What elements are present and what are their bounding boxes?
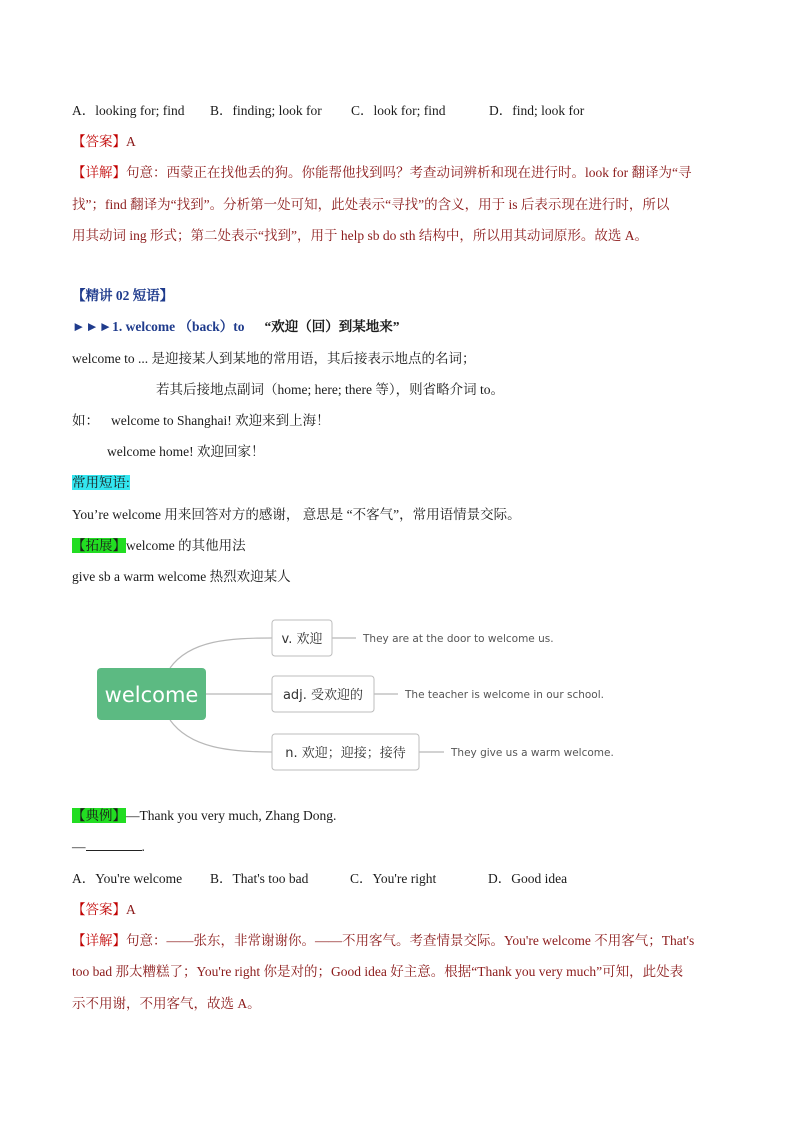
q1-option-d: D．find; look for xyxy=(489,103,585,118)
q2-option-d: D．Good idea xyxy=(488,871,568,886)
extend-text: welcome 的其他用法 xyxy=(126,538,246,553)
example-tag: 【典例】 xyxy=(72,808,126,823)
q1-option-c: C．look for; find xyxy=(351,103,446,118)
answer-tag: 【答案】 xyxy=(72,134,126,149)
mindmap-branch-label-2: adj. 受欢迎的 xyxy=(282,688,364,703)
q2-prompt-line xyxy=(72,807,336,825)
mindmap-connector-bottom xyxy=(170,720,272,752)
mindmap-connector-top xyxy=(170,638,272,668)
q2-option-c: C．You're right xyxy=(350,871,437,886)
q1-detail-line-3: 用其动词 ing 形式；第二处表示“找到”，用于 help sb do sth 结构中，所以用其动词原形。故选 A。 xyxy=(72,228,648,243)
example-label: 如： xyxy=(72,413,99,428)
example-1: welcome to Shanghai! 欢迎来到上海！ xyxy=(111,413,330,428)
arrow-icons: ►►► xyxy=(72,319,113,334)
mindmap-center-label: welcome xyxy=(104,683,199,707)
mindmap-branch-label-3: n. 欢迎；迎接；接待 xyxy=(285,746,406,761)
q2-blank xyxy=(86,838,142,851)
answer-value: A xyxy=(126,902,136,917)
q1-detail-line-2: 找”；find 翻译为“找到”。分析第一处可知，此处表示“寻找”的含义，用于 is 后表示现在进行时，所以 xyxy=(72,197,670,212)
mindmap-branch-example-2: The teacher is welcome in our school. xyxy=(405,689,604,701)
q2-detail-line-3: 示不用谢，不用客气，故选 A。 xyxy=(72,996,261,1011)
section-title: 【精讲 02 短语】 xyxy=(72,288,174,303)
detail-tag: 【详解】 xyxy=(72,933,126,948)
mindmap-branch-label-1: v. 欢迎 xyxy=(281,632,323,647)
q2-reply-line: — . xyxy=(72,839,145,854)
q2-option-a: A．You're welcome xyxy=(72,871,183,886)
q2-prompt: —Thank you very much, Zhang Dong. xyxy=(126,808,337,823)
q2-option-b: B．That's too bad xyxy=(210,871,309,886)
item-title: 1. welcome （back）to xyxy=(112,319,245,334)
mindmap-branch-example-1: They are at the door to welcome us. xyxy=(363,633,554,645)
example-line-2: welcome home! 欢迎回家！ xyxy=(107,444,265,459)
q1-option-a: A．looking for; find xyxy=(72,103,185,118)
q1-option-b: B．finding; look for xyxy=(210,103,322,118)
common-text: You’re welcome 用来回答对方的感谢， 意思是 “不客气”，常用语情景交际。 xyxy=(72,507,521,522)
common-label: 常用短语: xyxy=(72,475,130,490)
give-line: give sb a warm welcome 热烈欢迎某人 xyxy=(72,569,291,584)
answer-value: A xyxy=(126,134,136,149)
q2-options xyxy=(72,870,567,888)
q1-detail-line-1: 【详解】句意：西蒙正在找他丢的狗。你能帮他找到吗？考查动词辨析和现在进行时。look for 翻译为“寻 xyxy=(72,165,692,180)
item-meaning: “欢迎（回）到某地来” xyxy=(264,319,400,334)
extend-tag: 【拓展】 xyxy=(72,538,126,553)
detail-tag: 【详解】 xyxy=(72,165,126,180)
answer-tag: 【答案】 xyxy=(72,902,126,917)
q2-detail-line-2: too bad 那太糟糕了；You're right 你是对的；Good idea 好主意。根据“Thank you very much”可知，此处表 xyxy=(72,964,684,979)
mindmap-branch-example-3: They give us a warm welcome. xyxy=(451,747,614,759)
desc-line-2: 若其后接地点副词（home; here; there 等），则省略介词 to。 xyxy=(156,382,504,397)
desc-line-1: welcome to ... 是迎接某人到某地的常用语，其后接表示地点的名词； xyxy=(72,351,476,366)
q2-detail-line-1: 【详解】句意：——张东，非常谢谢你。——不用客气。考查情景交际。You're welcome 不用客气；That's xyxy=(72,933,695,948)
q2-answer xyxy=(72,901,136,919)
